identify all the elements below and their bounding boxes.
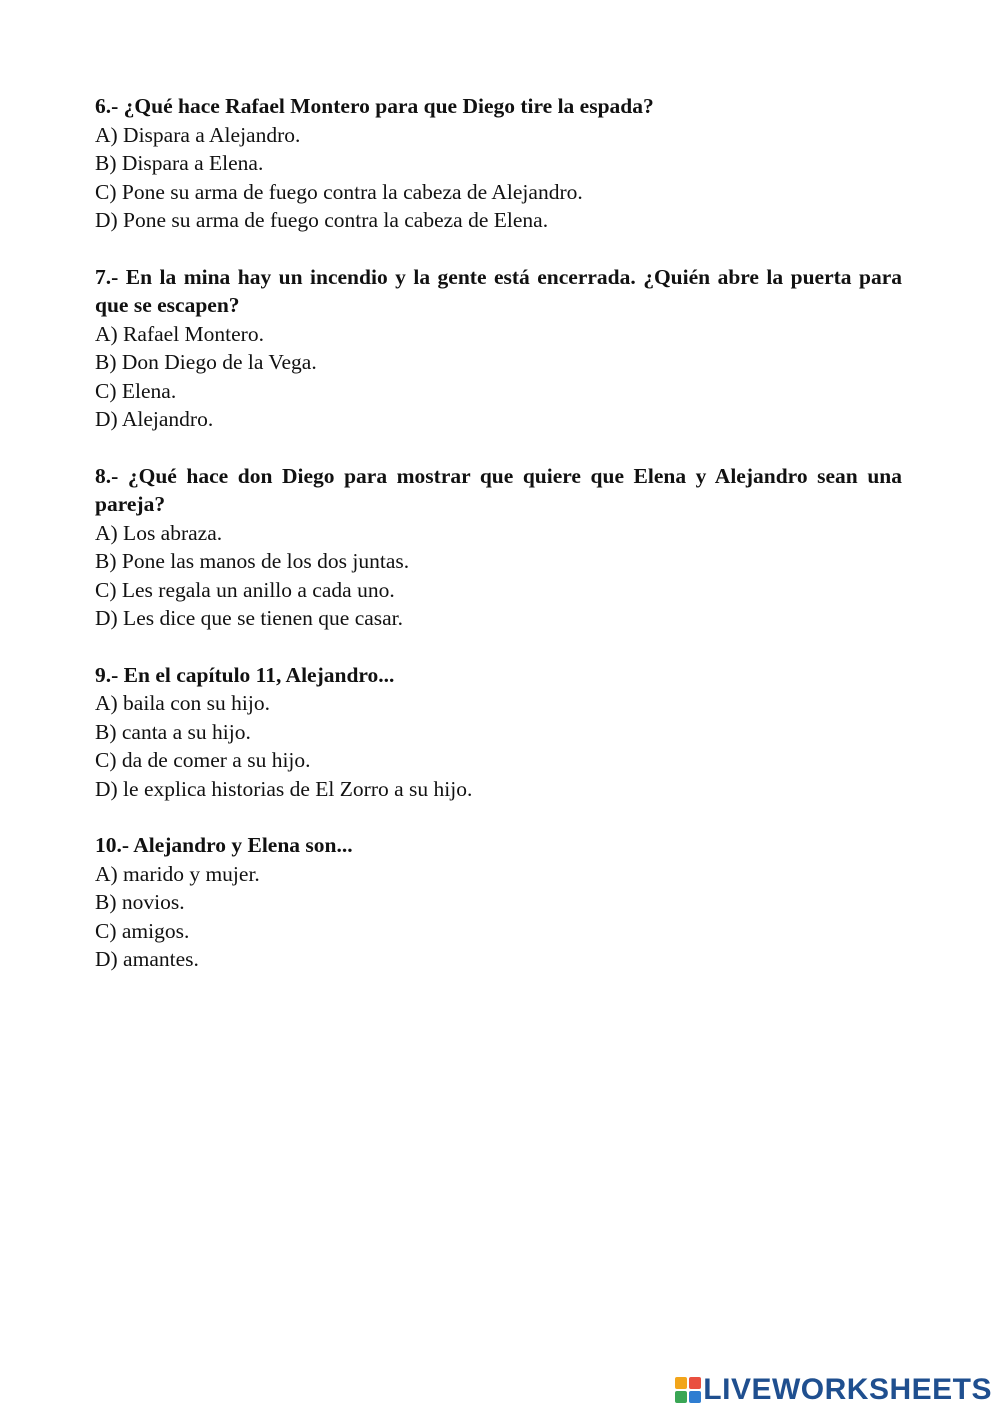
option-b: B) Pone las manos de los dos juntas.	[95, 549, 410, 573]
option-a: A) Dispara a Alejandro.	[95, 122, 301, 147]
logo-square-1	[675, 1377, 687, 1389]
question-10	[95, 831, 902, 974]
option-a: A) baila con su hijo.	[95, 691, 270, 715]
question-text: 7.- En la mina hay un incendio y la gente está encerrada. ¿Quién abre la puerta para que se escapen?	[95, 264, 902, 317]
option-a: A) Rafael Montero.	[95, 321, 264, 346]
option-b: B) canta a su hijo.	[95, 719, 251, 744]
option-c: C) da de comer a su hijo.	[95, 748, 311, 772]
option-b: B) Don Diego de la Vega.	[95, 350, 317, 374]
question-text: 9.- En el capítulo 11, Alejandro...	[95, 662, 395, 687]
option-c: C) Elena.	[95, 378, 177, 403]
option-a: A) marido y mujer.	[95, 861, 260, 886]
question-text: 10.- Alejandro y Elena son...	[95, 833, 353, 857]
option-a: A) Los abraza.	[95, 520, 223, 545]
question-8	[95, 462, 902, 633]
option-b: B) novios.	[95, 890, 185, 914]
brand-name: LIVEWORKSHEETS	[703, 1373, 992, 1406]
option-c: C) Les regala un anillo a cada uno.	[95, 577, 395, 602]
option-d: D) amantes.	[95, 947, 199, 971]
logo-square-4	[689, 1391, 701, 1403]
option-d: D) le explica historias de El Zorro a su hijo.	[95, 776, 473, 801]
option-c: C) Pone su arma de fuego contra la cabeza de Alejandro.	[95, 179, 583, 204]
option-d: D) Les dice que se tienen que casar.	[95, 606, 404, 630]
option-c: C) amigos.	[95, 918, 190, 943]
liveworksheets-logo-icon	[675, 1377, 701, 1403]
liveworksheets-watermark	[675, 1373, 992, 1407]
question-6	[95, 92, 902, 235]
option-d: D) Alejandro.	[95, 407, 214, 431]
logo-square-3	[675, 1391, 687, 1403]
question-7	[95, 263, 902, 434]
option-b: B) Dispara a Elena.	[95, 151, 264, 175]
question-text: 6.- ¿Qué hace Rafael Montero para que Diego tire la espada?	[95, 94, 654, 118]
option-d: D) Pone su arma de fuego contra la cabeza de Elena.	[95, 208, 549, 232]
worksheet-page	[95, 92, 902, 1002]
logo-square-2	[689, 1377, 701, 1389]
question-9	[95, 661, 902, 804]
question-text: 8.- ¿Qué hace don Diego para mostrar que quiere que Elena y Alejandro sean una pareja?	[95, 463, 902, 516]
